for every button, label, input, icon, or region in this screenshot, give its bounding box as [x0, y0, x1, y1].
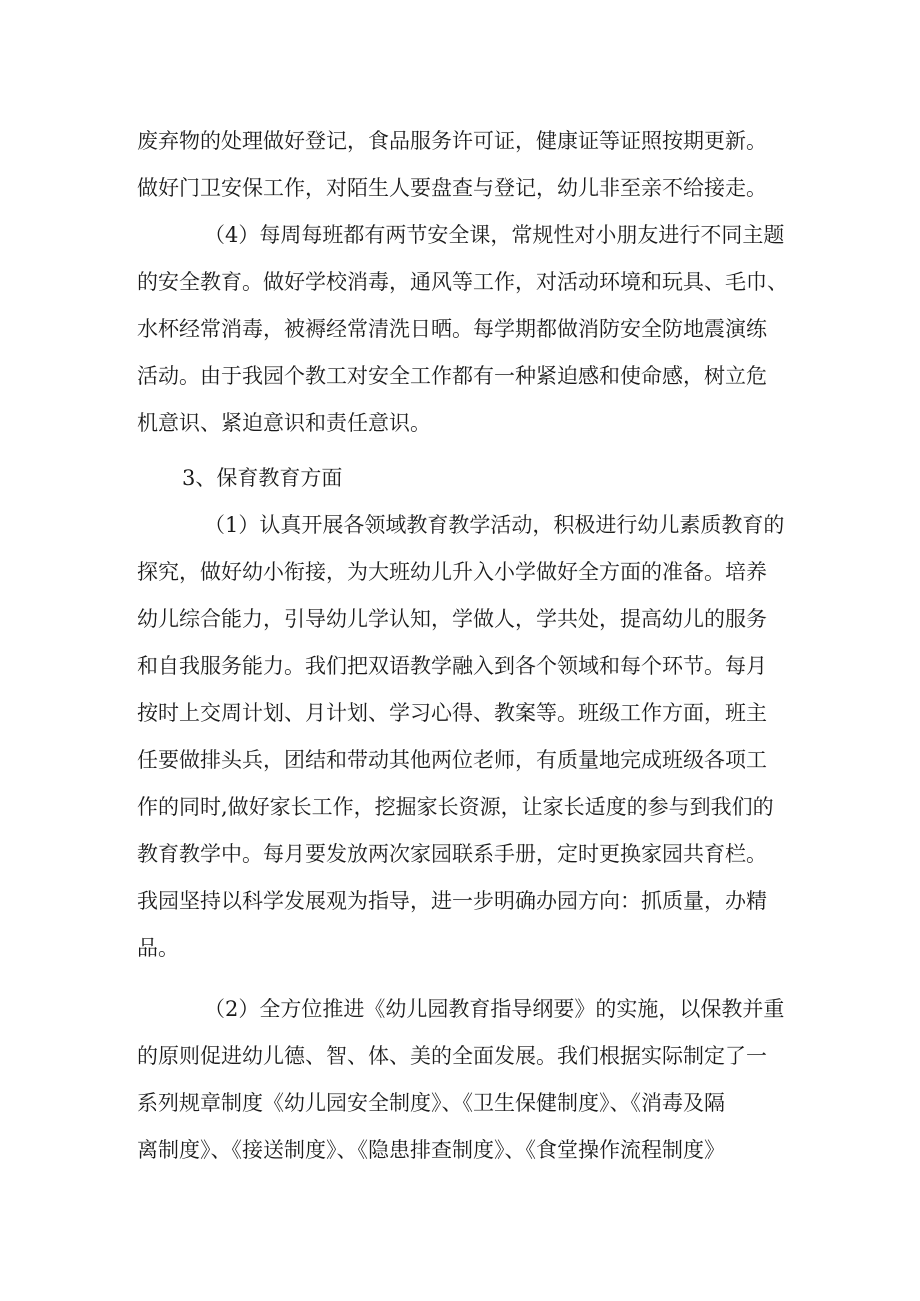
section-heading: 3、保育教育方面: [182, 466, 343, 490]
text-line: （4）每周每班都有两节安全课，常规性对小朋友进行不同主题: [204, 223, 785, 247]
text-line: 活动。由于我园个教工对安全工作都有一种紧迫感和使命感，树立危: [137, 364, 767, 388]
text-line: 我园坚持以科学发展观为指导，进一步明确办园方向：抓质量，办精: [137, 889, 767, 913]
text-line: 系列规章制度《幼儿园安全制度》、《卫生保健制度》、《消毒及隔: [137, 1091, 725, 1115]
text-line: 废弃物的处理做好登记，食品服务许可证，健康证等证照按期更新。: [137, 129, 767, 153]
text-line: 的安全教育。做好学校消毒，通风等工作，对活动环境和玩具、毛巾、: [137, 270, 788, 294]
text-line: 的原则促进幼儿德、智、体、美的全面发展。我们根据实际制定了一: [137, 1044, 767, 1068]
text-line: （1）认真开展各领域教育教学活动，积极进行幼儿素质教育的: [204, 513, 785, 537]
text-line: 幼儿综合能力，引导幼儿学认知，学做人，学共处，提高幼儿的服务: [137, 607, 767, 631]
text-line: 离制度》、《接送制度》、《隐患排查制度》、《食堂操作流程制度》: [137, 1138, 725, 1162]
text-line: 和自我服务能力。我们把双语教学融入到各个领域和每个环节。每月: [137, 654, 767, 678]
text-line: 水杯经常消毒，被褥经常清洗日晒。每学期都做消防安全防地震演练: [137, 317, 767, 341]
text-line: 品。: [137, 936, 179, 960]
text-line: 做好门卫安保工作，对陌生人要盘查与登记，幼儿非至亲不给接走。: [137, 176, 767, 200]
text-line: 按时上交周计划、月计划、学习心得、教案等。班级工作方面，班主: [137, 701, 767, 725]
text-line: 探究，做好幼小衔接，为大班幼儿升入小学做好全方面的准备。培养: [137, 560, 767, 584]
text-line: 机意识、紧迫意识和责任意识。: [137, 411, 431, 435]
text-line: 教育教学中。每月要发放两次家园联系手册，定时更换家园共育栏。: [137, 842, 767, 866]
text-line: （2）全方位推进《幼儿园教育指导纲要》的实施，以保教并重: [204, 997, 785, 1021]
text-line: 作的同时,做好家长工作，挖掘家长资源，让家长适度的参与到我们的: [137, 795, 774, 819]
text-line: 任要做排头兵，团结和带动其他两位老师，有质量地完成班级各项工: [137, 748, 767, 772]
